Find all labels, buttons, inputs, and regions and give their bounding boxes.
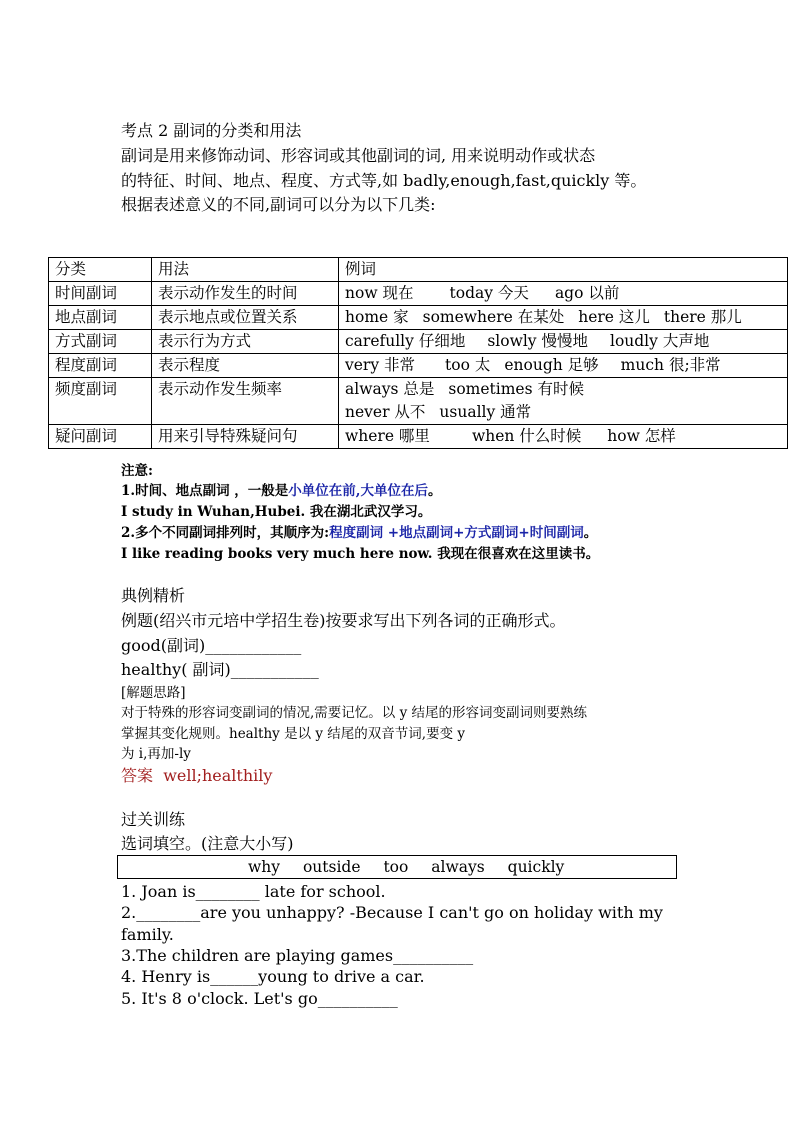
answer-label: 答案: [121, 766, 154, 785]
adverb-classification-table: [48, 257, 788, 449]
example-word: here 这儿: [578, 308, 650, 326]
note-example-1: I study in Wuhan,Hubei. 我在湖北武汉学习。: [121, 504, 432, 520]
category-cell: 疑问副词: [49, 425, 152, 449]
note-rule-2: [121, 521, 597, 541]
note-rule-1-end: 。: [428, 483, 442, 499]
header-examples: 例词: [339, 258, 788, 282]
table-header-row: [49, 258, 788, 282]
question-4: 4. Henry is______young to drive a car.: [121, 967, 425, 986]
examples-cell: [339, 306, 788, 330]
note-rule-1-highlight: 小单位在前,大单位在后: [288, 483, 428, 499]
practice-title: 过关训练: [121, 810, 186, 829]
table-row: [49, 282, 788, 306]
examples-cell: [339, 378, 788, 425]
table-row: [49, 378, 788, 425]
example-word: always 总是: [345, 380, 435, 398]
example-word: enough 足够: [504, 356, 599, 374]
note-rule-1-text: 1.时间、地点副词 ，一般是: [121, 483, 289, 499]
usage-cell: 表示动作发生频率: [152, 378, 339, 425]
category-cell: 时间副词: [49, 282, 152, 306]
note-example-2: I like reading books very much here now. 我现在很喜欢在这里读书。: [121, 546, 600, 562]
category-cell: 地点副词: [49, 306, 152, 330]
note-rule-1: [121, 479, 442, 499]
usage-cell: 表示行为方式: [152, 330, 339, 354]
example-word: usually 通常: [439, 403, 532, 421]
category-cell: 方式副词: [49, 330, 152, 354]
example-item-1: good(副词)____________: [121, 636, 302, 655]
question-2-continued: family.: [121, 925, 174, 944]
category-cell: 程度副词: [49, 354, 152, 378]
hint-line-3: 为 i,再加-ly: [121, 746, 191, 762]
intro-line-3: 根据表述意义的不同,副词可以分为以下几类:: [121, 195, 436, 214]
example-section-title: 典例精析: [121, 586, 186, 605]
example-word: loudly 大声地: [609, 332, 710, 350]
hint-title: [解题思路]: [121, 685, 186, 701]
table-row: [49, 306, 788, 330]
question-5: 5. It's 8 o'clock. Let's go__________: [121, 989, 398, 1008]
usage-cell: 用来引导特殊疑问句: [152, 425, 339, 449]
header-usage: 用法: [152, 258, 339, 282]
answer-value: well;healthily: [163, 766, 273, 785]
example-word: ago 以前: [554, 284, 620, 302]
word-bank-item: why: [248, 858, 281, 876]
table-row: [49, 330, 788, 354]
practice-instruction: 选词填空。(注意大小写): [121, 834, 294, 853]
example-word: too 太: [445, 356, 491, 374]
example-word: somewhere 在某处: [422, 308, 565, 326]
table-row: [49, 354, 788, 378]
example-word: there 那儿: [663, 308, 742, 326]
usage-cell: 表示地点或位置关系: [152, 306, 339, 330]
intro-line-1: 副词是用来修饰动词、形容词或其他副词的词, 用来说明动作或状态: [121, 146, 596, 165]
note-rule-2-highlight: 程度副词 +地点副词+方式副词+时间副词: [329, 525, 584, 541]
examples-cell: [339, 330, 788, 354]
intro-line-2: 的特征、时间、地点、程度、方式等,如 badly,enough,fast,quickly 等。: [121, 171, 647, 190]
note-rule-2-end: 。: [583, 525, 598, 541]
question-3: 3.The children are playing games__________: [121, 946, 474, 965]
word-bank-item: quickly: [507, 858, 565, 876]
example-word: where 哪里: [345, 427, 430, 445]
example-word: much 很;非常: [620, 356, 721, 374]
example-word: when 什么时候: [471, 427, 582, 445]
usage-cell: 表示动作发生的时间: [152, 282, 339, 306]
example-word: how 怎样: [607, 427, 676, 445]
example-word: slowly 慢慢地: [487, 332, 588, 350]
example-word: sometimes 有时候: [448, 380, 584, 398]
section-heading: 考点 2 副词的分类和用法: [121, 121, 302, 140]
answer-line: [121, 763, 272, 788]
category-cell: 频度副词: [49, 378, 152, 425]
example-question: 例题(绍兴市元培中学招生卷)按要求写出下列各词的正确形式。: [121, 611, 566, 630]
example-word: very 非常: [345, 356, 416, 374]
examples-cell: [339, 282, 788, 306]
note-title: 注意:: [121, 463, 153, 479]
header-category: 分类: [49, 258, 152, 282]
examples-cell: [339, 425, 788, 449]
example-item-2: healthy( 副词)___________: [121, 660, 319, 679]
hint-line-1: 对于特殊的形容词变副词的情况,需要记忆。以 y 结尾的形容词变副词则要熟练: [121, 705, 587, 721]
question-2: 2.________are you unhappy? -Because I can't go on holiday with my: [121, 903, 663, 922]
question-1: 1. Joan is________ late for school.: [121, 882, 386, 901]
example-word: never 从不: [345, 403, 426, 421]
hint-line-2: 掌握其变化规则。healthy 是以 y 结尾的双音节词,要变 y: [121, 726, 466, 742]
example-word: now 现在: [345, 284, 414, 302]
word-bank-item: outside: [302, 858, 361, 876]
example-word: today 今天: [449, 284, 529, 302]
example-word: carefully 仔细地: [345, 332, 466, 350]
note-rule-2-text: 2.多个不同副词排列时，其顺序为:: [121, 525, 330, 541]
usage-cell: 表示程度: [152, 354, 339, 378]
word-bank-box: [117, 855, 677, 879]
example-word: home 家: [345, 308, 409, 326]
word-bank-item: too: [383, 858, 409, 876]
examples-cell: [339, 354, 788, 378]
word-bank-item: always: [431, 858, 485, 876]
table-row: [49, 425, 788, 449]
